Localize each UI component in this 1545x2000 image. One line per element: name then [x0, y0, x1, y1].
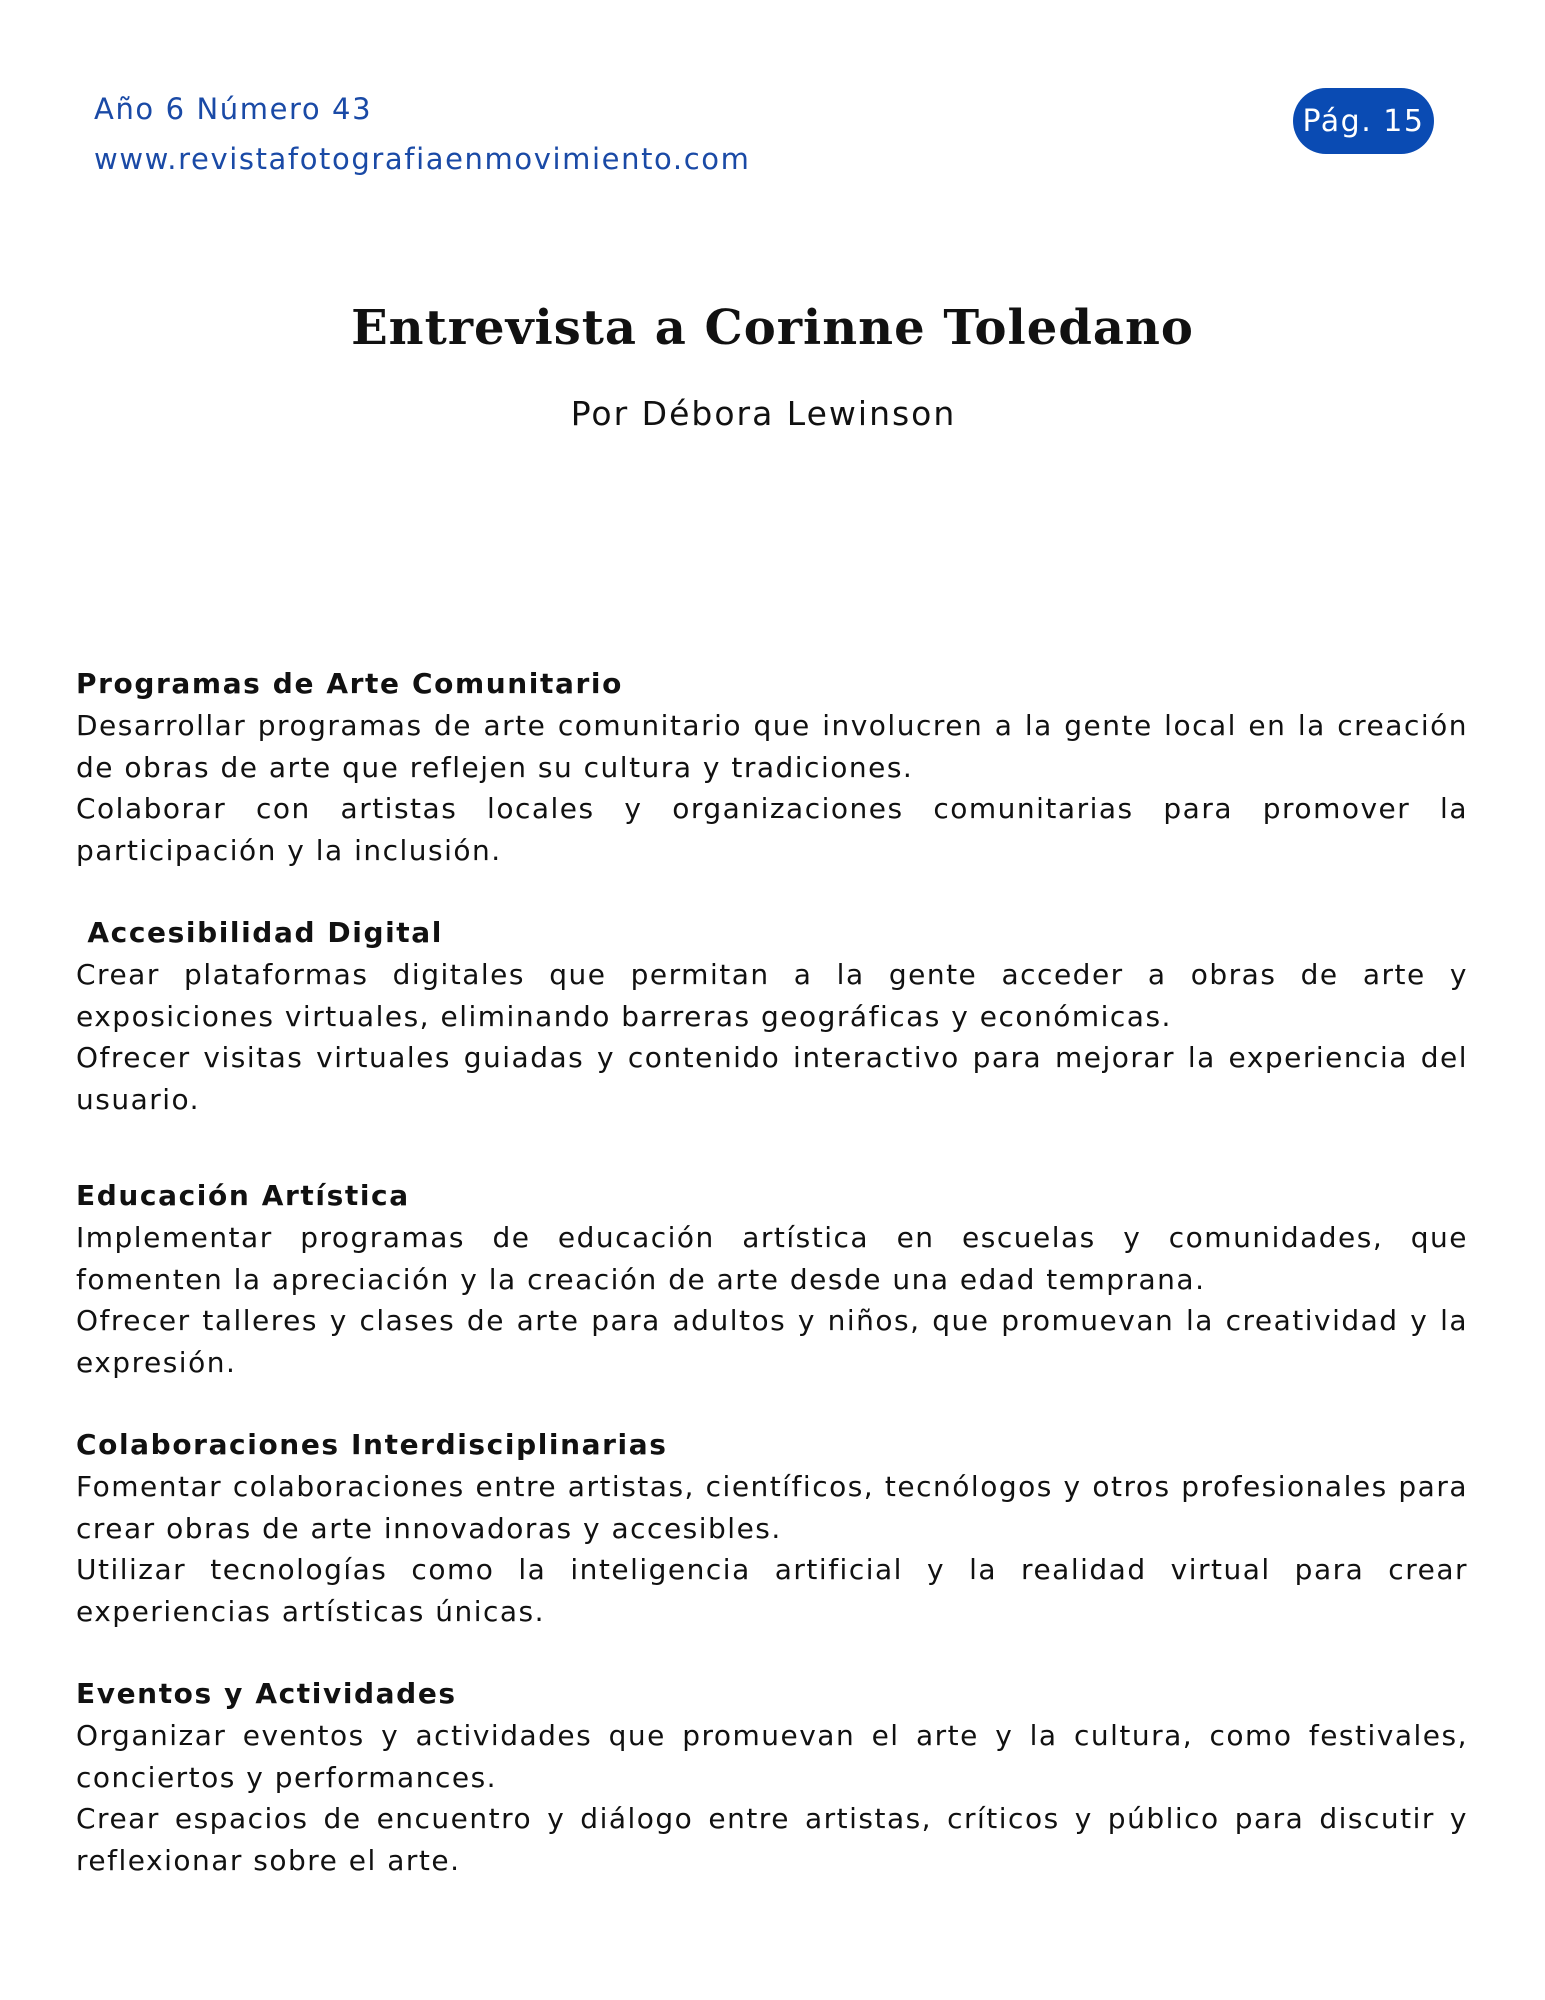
section-heading: Eventos y Actividades: [76, 1677, 457, 1710]
section-paragraph: Utilizar tecnologías como la inteligencia artificial y la realidad virtual para crear experiencias artísticas únicas.: [76, 1553, 1468, 1628]
article-title: Entrevista a Corinne Toledano: [351, 300, 1194, 356]
section-paragraph: Colaborar con artistas locales y organizaciones comunitarias para promover la participación y la inclusión.: [76, 792, 1468, 867]
section-paragraph: Ofrecer visitas virtuales guiadas y contenido interactivo para mejorar la experiencia del usuario.: [76, 1041, 1468, 1116]
section-heading: Colaboraciones Interdisciplinarias: [76, 1428, 668, 1461]
issue-number: Año 6 Número 43: [94, 92, 373, 126]
section-paragraph: Organizar eventos y actividades que promuevan el arte y la cultura, como festivales, conciertos y performances.: [76, 1719, 1468, 1794]
website-link[interactable]: www.revistafotografiaenmovimiento.com: [94, 142, 751, 176]
section-paragraph: Crear plataformas digitales que permitan a la gente acceder a obras de arte y exposiciones virtuales, eliminando barreras geográficas y económicas.: [76, 958, 1468, 1033]
section-paragraph: Implementar programas de educación artística en escuelas y comunidades, que fomenten la apreciación y la creación de arte desde una edad temprana.: [76, 1221, 1468, 1296]
section-heading: Accesibilidad Digital: [76, 916, 443, 949]
section-heading: Programas de Arte Comunitario: [76, 667, 623, 700]
section-interdisciplinary: [76, 1424, 1468, 1632]
section-heading: Educación Artística: [76, 1179, 410, 1212]
section-digital-accessibility: [76, 912, 1468, 1120]
section-paragraph: Fomentar colaboraciones entre artistas, científicos, tecnólogos y otros profesionales para crear obras de arte innovadoras y accesibles.: [76, 1470, 1468, 1545]
article-byline: Por Débora Lewinson: [570, 394, 957, 433]
page-number-badge: Pág. 15: [1293, 88, 1434, 154]
section-paragraph: Desarrollar programas de arte comunitario que involucren a la gente local en la creación de obras de arte que reflejen su cultura y tradiciones.: [76, 709, 1468, 784]
section-community-art: [76, 663, 1468, 871]
section-art-education: [76, 1175, 1468, 1383]
section-events: [76, 1673, 1468, 1881]
masthead: [94, 84, 750, 184]
section-paragraph: Crear espacios de encuentro y diálogo entre artistas, críticos y público para discutir y reflexionar sobre el arte.: [76, 1802, 1468, 1877]
article-body: [76, 663, 1468, 1881]
section-paragraph: Ofrecer talleres y clases de arte para adultos y niños, que promuevan la creatividad y la expresión.: [76, 1304, 1468, 1379]
